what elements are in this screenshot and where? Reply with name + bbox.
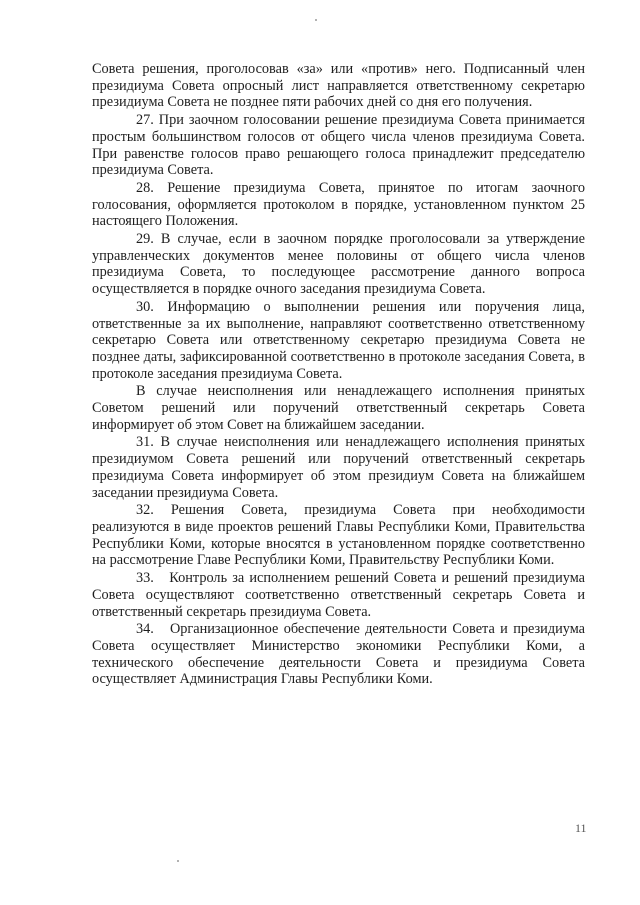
paragraph-29: 29. В случае, если в заочном порядке проголосовали за утверждение управленческих документов менее половины от общего числа членов президиума Совета, то последующее рассмотрение данного вопроса осуществляется в порядке очного заседания президиума Совета. [92,231,585,298]
paragraph-31: 31. В случае неисполнения или ненадлежащего исполнения принятых президиумом Совета решений или поручений ответственный секретарь президиума Совета информирует об этом президиум Совета на ближайшем заседании президиума Совета. [92,434,585,501]
scan-speck-top [315,19,317,21]
paragraph-30-part-2: В случае неисполнения или ненадлежащего исполнения принятых Советом решений или поручений ответственный секретарь Совета информирует об этом Совет на ближайшем заседании. [92,383,585,433]
paragraph-32: 32. Решения Совета, президиума Совета при необходимости реализуются в виде проектов решений Главы Республики Коми, Правительства Республики Коми, которые вносятся в установленном порядке соответственно на рассмотрение Главе Республики Коми, Правительству Республики Коми. [92,502,585,569]
page-number: 11 [575,821,587,835]
paragraph-28: 28. Решение президиума Совета, принятое по итогам заочного голосования, оформляется протоколом в порядке, установленном пунктом 25 настоящего Положения. [92,179,585,230]
paragraph-27: 27. При заочном голосовании решение президиума Совета принимается простым большинством голосов от общего числа членов президиума Совета. При равенстве голосов право решающего голоса принадлежит председателю президиума Совета. [92,112,585,179]
paragraph-continuation: Совета решения, проголосовав «за» или «против» него. Подписанный член президиума Совета опросный лист направляется ответственному секретарю президиума Совета не позднее пяти рабочих дней со дня его получения. [92,61,585,111]
paragraph-30: 30. Информацию о выполнении решения или поручения лица, ответственные за их выполнение, направляют соответственно ответственному секретарю Совета или ответственному секретарю президиума Совета не позднее даты, зафиксированной соответственно в протоколе заседания Совета, в протоколе заседания президиума Совета. [92,298,585,382]
paragraph-33: 33. Контроль за исполнением решений Совета и решений президиума Совета осуществляют соответственно ответственный секретарь Совета и ответственный секретарь президиума Совета. [92,570,585,620]
paragraph-34: 34. Организационное обеспечение деятельности Совета и президиума Совета осуществляет Министерство экономики Республики Коми, а технического обеспечение деятельности Совета и президиума Совета осуществляет Администрация Главы Республики Коми. [92,621,585,688]
scan-speck-bottom [177,860,179,862]
document-body [92,61,585,689]
